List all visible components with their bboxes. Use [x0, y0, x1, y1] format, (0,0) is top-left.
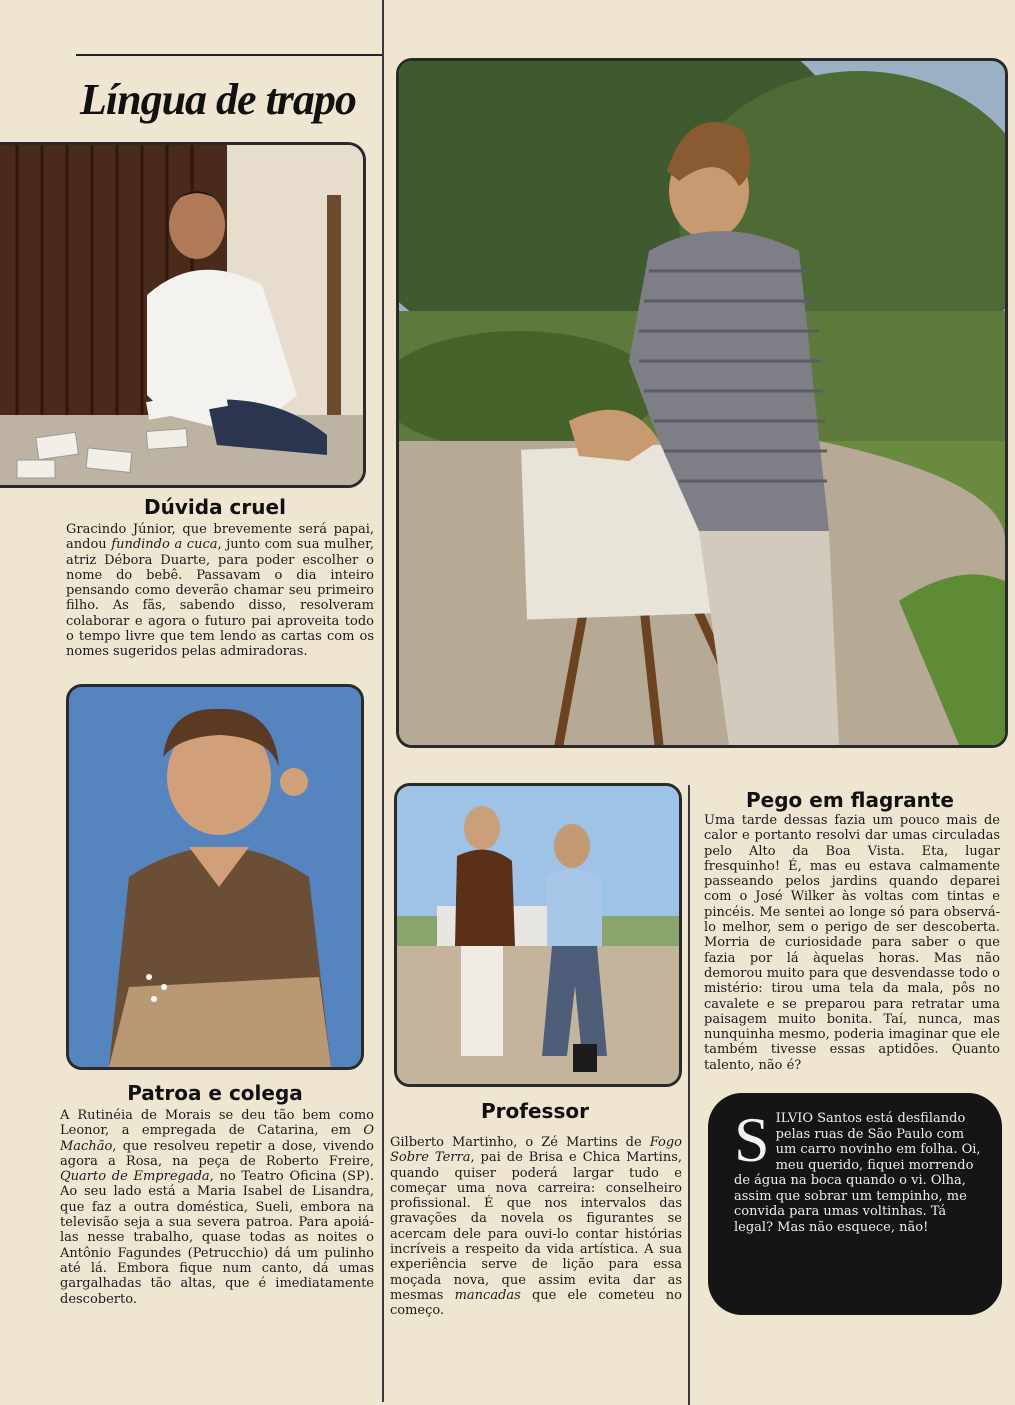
- photo-gracindo-illustration: [0, 145, 363, 485]
- article-text: que ele cometeu no começo.: [390, 1287, 682, 1319]
- article-professor: [390, 1135, 682, 1319]
- article-text: Gilberto Martinho, o Zé Martins de: [390, 1135, 650, 1150]
- section-title: Língua de trapo: [80, 75, 356, 124]
- box-smallcaps-text: ILVIO: [775, 1111, 814, 1126]
- article-text-italic: O Machão: [60, 1123, 374, 1154]
- column-divider-right: [688, 785, 690, 1405]
- photo-gilberto-illustration: [397, 786, 679, 1084]
- article-patroa-e-colega: [60, 1108, 374, 1307]
- article-pego-em-flagrante: Uma tarde dessas fazia um pouco mais de calor e portanto resolvi dar umas circuladas pelo Alto da Boa Vista. Eta, lugar fresquinho! É, mas eu estava calmamente passeando pelos jardins quando deparei com o José Wilker às voltas com tintas e pincéis. Me sentei ao longe só para observá-lo melhor, sem o perigo de ser descoberta. Morria de curiosidade para saber o que fazia por lá àquelas horas. Mas não demorou muito para que desvendasse todo o mistério: tirou uma tela da mala, pôs no cavalete e se preparou para retratar uma paisagem muito bonita. Taí, nunca, mas nunquinha mesmo, poderia imaginar que ele também tivesse essas aptidões. Quanto talento, não é?: [704, 813, 1000, 1073]
- dropcap-letter: S: [734, 1104, 770, 1175]
- article-text: Gracindo Júnior, que brevemente será papai, andou: [66, 522, 374, 553]
- article-text-italic: fundindo a cuca: [111, 537, 218, 553]
- photo-gracindo-junior: [0, 142, 366, 488]
- article-text: , pai de Brisa e Chica Martins, quando quiser poderá largar tudo e começar uma nova carreira: conselheiro profissional. É que nos intervalos das gravações da novela os figurantes se acercam dele para ouvi-lo contar histórias incríveis a respeito da vida artística. A sua experiência serve de lição para essa moçada nova, que assim evita dar as mesmas: [390, 1150, 682, 1303]
- silvio-santos-box: [708, 1093, 1002, 1315]
- box-text: Santos está desfilando pelas ruas de São Paulo com um carro novinho em folha. Oi, meu querido, fiquei morrendo de água na boca quando o vi. Olha, assim que sobrar um tempinho, me convida para umas voltinhas. Tá legal? Mas não esquece, não!: [734, 1111, 981, 1235]
- column-divider-left: [382, 0, 384, 1402]
- photo-jose-wilker: [396, 58, 1008, 748]
- article-duvida-cruel: [66, 522, 374, 660]
- photo-rutineia-illustration: [69, 687, 361, 1067]
- headline-pego-em-flagrante: Pego em flagrante: [746, 788, 954, 812]
- headline-professor: Professor: [481, 1099, 589, 1123]
- photo-gilberto-martinho: [394, 783, 682, 1087]
- photo-wilker-illustration: [399, 61, 1005, 745]
- title-rule: [76, 54, 382, 56]
- article-text-italic: mancadas: [454, 1287, 521, 1303]
- photo-rutineia-de-morais: [66, 684, 364, 1070]
- article-text-italic: Quarto de Empregada: [60, 1169, 210, 1185]
- headline-duvida-cruel: Dúvida cruel: [144, 495, 286, 519]
- headline-patroa-e-colega: Patroa e colega: [127, 1081, 303, 1105]
- article-text: , no Teatro Oficina (SP). Ao seu lado está a Maria Isabel de Lisandra, que faz a outra doméstica, Sueli, embora na televisão seja a sua severa patroa. Para apoiá-las nesse trabalho, quase todas as noites o Antônio Fagundes (Petrucchio) dá um pulinho até lá. Embora fique num canto, dá umas gargalhadas tão altas, que é imediatamente descoberto.: [60, 1169, 374, 1307]
- article-text: A Rutinéia de Morais se deu tão bem como Leonor, a empregada de Catarina, em: [60, 1108, 374, 1139]
- article-text: , que resolveu repetir a dose, vivendo agora a Rosa, na peça de Roberto Freire,: [60, 1138, 374, 1169]
- article-text: , junto com sua mulher, atriz Débora Duarte, para poder escolher o nome do bebê. Passavam o dia inteiro pensando como deverão chamar seu primeiro filho. As fãs, sabendo disso, resolveram colaborar e agora o futuro pai aproveita todo o tempo livre que tem lendo as cartas com os nomes sugeridos pelas admiradoras.: [66, 537, 374, 660]
- article-text-italic: Fogo Sobre Terra: [390, 1135, 682, 1166]
